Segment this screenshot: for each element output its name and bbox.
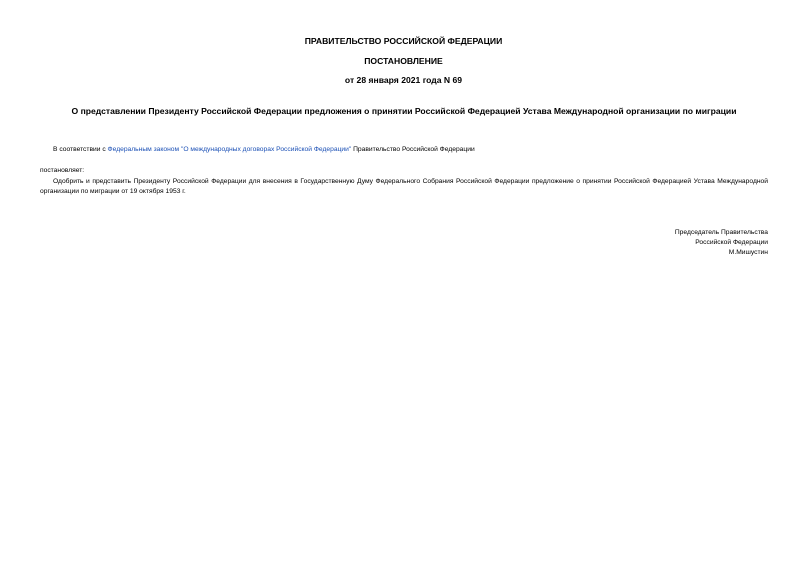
legal-basis-suffix: Правительство Российской Федерации	[351, 146, 475, 153]
signatory-position-line2: Российской Федерации	[695, 239, 768, 247]
issuing-authority: ПРАВИТЕЛЬСТВО РОССИЙСКОЙ ФЕДЕРАЦИИ	[304, 36, 503, 46]
document-date-number: от 28 января 2021 года N 69	[344, 75, 463, 85]
signatory-position-line1: Председатель Правительства	[674, 229, 768, 236]
resolves-word: постановляет:	[40, 167, 85, 174]
legal-basis-paragraph	[53, 145, 475, 155]
signature-block	[675, 228, 768, 259]
legal-basis-prefix: В соответствии с	[53, 146, 108, 153]
document-title: О представлении Президенту Российской Федерации предложения о принятии Российской Федерацией Устава Международной организации по миграции	[71, 106, 737, 116]
resolution-text: Одобрить и представить Президенту Российской Федерации для внесения в Государственную Думу Федерального Собрания Российской Федерации предложение о принятии Российской Федерацией Устава Международной организации по миграции от 19 октября 1953 г.	[40, 178, 768, 195]
federal-law-link[interactable]: Федеральным законом "О международных договорах Российской Федерации"	[107, 146, 352, 153]
document-type: ПОСТАНОВЛЕНИЕ	[364, 56, 443, 66]
signatory-name: М.Мишустин	[728, 249, 768, 257]
